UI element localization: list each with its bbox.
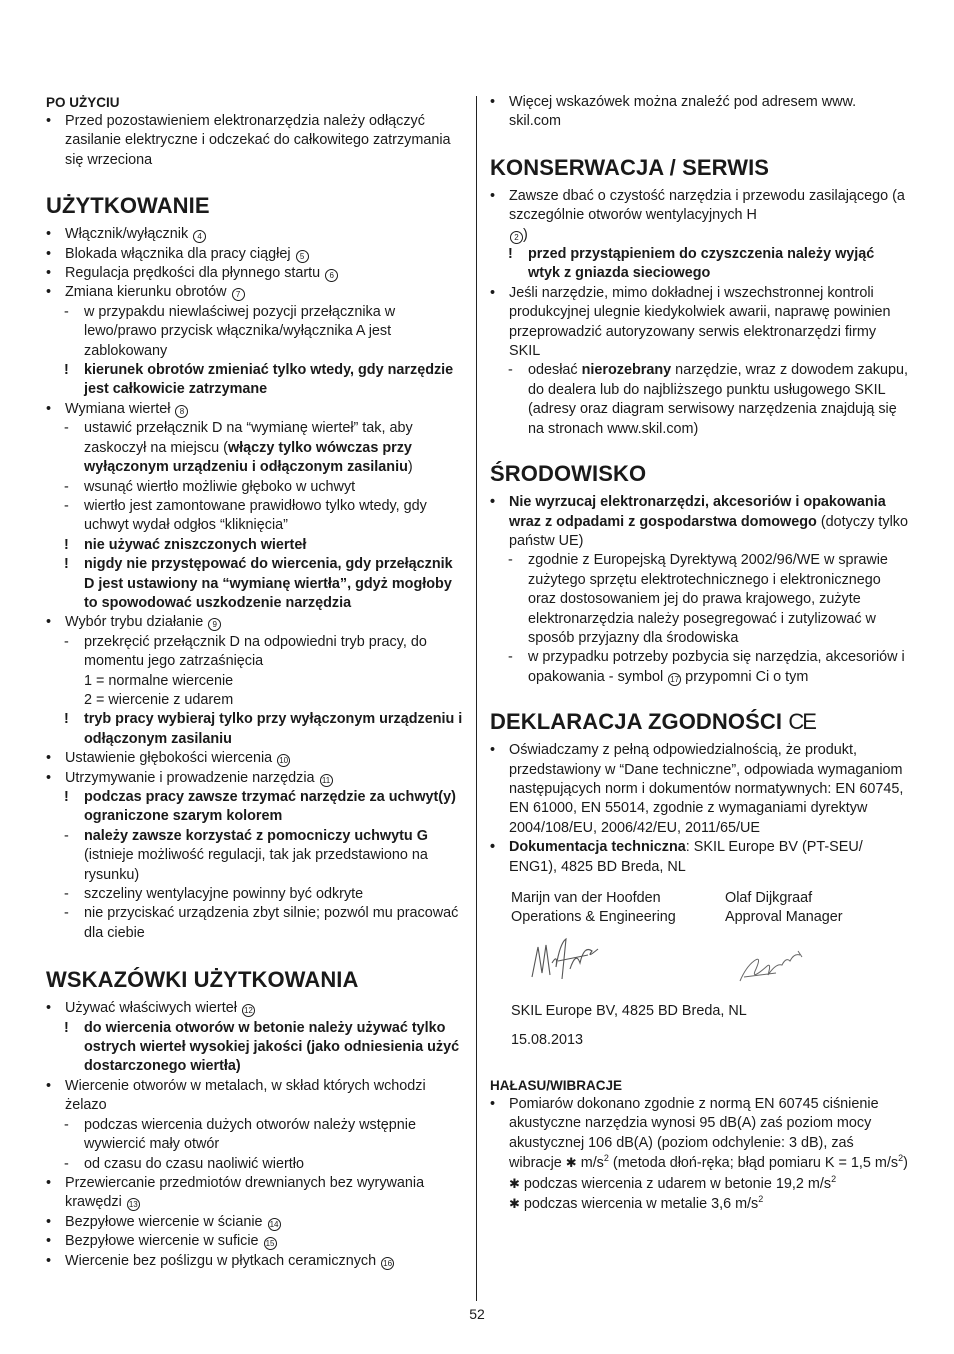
- usage-heading: UŻYTKOWANIE: [46, 193, 210, 219]
- asterisk-icon: ✱: [565, 1155, 577, 1171]
- figure-number: 8: [175, 405, 188, 418]
- warning-item: ! podczas pracy zawsze trzymać narzędzie za uchwyt(y) ograniczone szarym kolorem: [64, 789, 456, 825]
- figure-number: 6: [325, 269, 338, 282]
- sub-item: - zgodnie z Europejską Dyrektywą 2002/96/WE w sprawie zużytego sprzętu elektrotechnicznego i elektronicznego oraz dostosowaniem jej do prawa krajowego, zużyte elektronarzędzia należy posegregować i zutylizować w sposób przyjazny dla środowiska: [508, 552, 888, 646]
- figure-number: 16: [381, 1257, 394, 1270]
- list-item: • Przewiercanie przedmiotów drewnianych bez wyrywania krawędzi 13: [46, 1174, 425, 1211]
- list-item: • Ustawienie głębokości wiercenia 10: [46, 749, 464, 768]
- list-item: • Zawsze dbać o czystość narzędzia i przewodu zasilającego (a szczególnie otworów wentylacyjnych H 2 ): [490, 187, 905, 243]
- list-item: • Więcej wskazówek można znaleźć pod adresem www. skil.com: [490, 94, 857, 130]
- service-heading: KONSERWACJA / SERWIS: [490, 154, 770, 180]
- list-item: • Regulacja prędkości dla płynnego startu 6: [46, 264, 464, 283]
- sub-item: - odesłać nierozebrany narzędzie, wraz z dowodem zakupu, do dealera lub do najbliższego punktu usługowego SKIL (adresy oraz diagram serwisowy narzędzenia znajdują się na stronach www.skil.com): [508, 362, 908, 437]
- signature-date: 15.08.2013: [511, 1032, 584, 1048]
- list-item: • Blokada włącznika dla pracy ciągłej 5: [46, 245, 464, 264]
- figure-number: 9: [208, 618, 221, 631]
- left-column: [46, 93, 464, 1271]
- figure-number: 17: [668, 673, 681, 686]
- list-item: • Wybór trybu działanie 9: [46, 613, 464, 632]
- list-item: • Pomiarów dokonano zgodnie z normą EN 60745 ciśnienie akustyczne narzędzia wynosi 95 dB(A) zaś poziom mocy akustycznej 106 dB(A) (poziom odchylenie: 3 dB), zaś wibracje ✱ $m/s^2$ (metoda dłoń-ręka; błąd pomiaru K = 1,5 $m/s^2$) ✱ podczas wiercenia z udarem w betonie 19,2 $m/s^2$ ✱ podczas wiercenia w metalie 3,6 $m/s^2$: [490, 1096, 908, 1213]
- environment-heading: ŚRODOWISKO: [490, 461, 647, 487]
- declaration-heading: DEKLARACJA ZGODNOŚCI CE: [490, 709, 815, 735]
- list-item: • Używać właściwych wierteł 12: [46, 999, 464, 1018]
- signature-2-icon: [736, 947, 808, 987]
- figure-number: 12: [242, 1004, 255, 1017]
- figure-number: 11: [320, 774, 333, 787]
- figure-number: 4: [193, 230, 206, 243]
- list-item: • Utrzymywanie i prowadzenie narzędzia 11: [46, 769, 464, 788]
- list-item: • Jeśli narzędzie, mimo dokładnej i wszechstronnej kontroli produkcyjnej ulegnie kiedykolwiek awarii, naprawę powinien przeprowadzić autoryzowany serwis elektronarzędzi firmy SKIL: [490, 284, 891, 360]
- sub-item: - należy zawsze korzystać z pomocniczy uchwytu G (istnieje możliwość regulacji, tak jak przedstawiono na rysunku): [64, 827, 428, 883]
- list-item: • Wiercenie otworów w metalach, w skład których wchodzi żelazo: [46, 1077, 426, 1114]
- sub-item: - przekręcić przełącznik D na odpowiedni tryb pracy, do momentu jego zatrzaśnięcia 1 = normalne wiercenie 2 = wiercenie z udarem: [64, 633, 427, 708]
- list-item: • Włącznik/wyłącznik 4: [46, 225, 464, 244]
- list-item: • Przed pozostawieniem elektronarzędzia należy odłączyć zasilanie elektryczne i odczekać do całkowitego zatrzymania się wrzeciona: [46, 113, 451, 168]
- sub-item: - wsunąć wiertło możliwie głęboko w uchwyt: [64, 478, 356, 495]
- signatory-1: Marijn van der Hoofden Operations & Engineering: [511, 890, 676, 926]
- right-column: [490, 93, 910, 1214]
- sub-item: - nie przyciskać urządzenia zbyt silnie; pozwól mu pracować dla ciebie: [64, 905, 459, 941]
- sub-item: - w przypadku potrzeby pozbycia się narzędzia, akcesoriów i opakowania - symbol 17 przypomni Ci o tym: [508, 649, 905, 685]
- signatory-2: Olaf Dijkgraaf Approval Manager: [725, 890, 843, 926]
- warning-item: ! kierunek obrotów zmieniać tylko wtedy, gdy narzędzie jest całkowicie zatrzymane: [64, 362, 454, 398]
- asterisk-icon: ✱: [509, 1175, 520, 1191]
- signature-block: [490, 889, 910, 1067]
- figure-number: 15: [264, 1237, 277, 1250]
- warning-item: ! do wiercenia otworów w betonie należy używać tylko ostrych wierteł wysokiej jakości (jako odniesienia użyć dostarczonego wiertła): [64, 1019, 460, 1075]
- list-item: • Wiercenie bez poślizgu w płytkach ceramicznych 16: [46, 1252, 464, 1271]
- sub-item: - szczeliny wentylacyjne powinny być odkryte: [64, 886, 364, 903]
- list-item: • Wymiana wierteł 8: [46, 400, 464, 419]
- tips-heading: WSKAZÓWKI UŻYTKOWANIA: [46, 967, 359, 993]
- figure-number: 10: [277, 754, 290, 767]
- signature-company: SKIL Europe BV, 4825 BD Breda, NL: [511, 1003, 747, 1019]
- after-use-title: PO UŻYCIU: [46, 95, 120, 110]
- warning-item: ! tryb pracy wybieraj tylko przy wyłączonym urządzeniu i odłączonym zasilaniu: [64, 711, 463, 747]
- figure-number: 5: [296, 250, 309, 263]
- figure-number: 2: [510, 231, 523, 244]
- warning-item: ! nigdy nie przystępować do wiercenia, gdy przełącznik D jest ustawiony na “wymianę wiertła”, gdyż mogłoby to spowodować uszkodzenie narzędzia: [64, 556, 453, 611]
- sub-item: - podczas wiercenia dużych otworów należy wstępnie wywiercić mały otwór: [64, 1116, 416, 1153]
- warning-item: ! nie używać zniszczonych wierteł: [64, 536, 307, 553]
- figure-number: 7: [232, 288, 245, 301]
- figure-number: 14: [268, 1218, 281, 1231]
- ce-mark-icon: CE: [788, 709, 815, 735]
- list-item: • Zmiana kierunku obrotów 7: [46, 283, 464, 302]
- sub-item: - w przypakdu niewlaściwej pozycji przełącznika w lewo/prawo przycisk włącznika/wyłącznika A jest zablokowany: [64, 303, 396, 359]
- figure-number: 13: [127, 1198, 140, 1211]
- list-item: • Bezpyłowe wiercenie w suficie 15: [46, 1232, 464, 1251]
- asterisk-icon: ✱: [509, 1196, 520, 1212]
- sub-item: - od czasu do czasu naoliwić wiertło: [64, 1155, 304, 1172]
- sub-item: - wiertło jest zamontowane prawidłowo tylko wtedy, gdy uchwyt wydał odgłos “kliknięcia”: [64, 497, 427, 534]
- list-item: • Bezpyłowe wiercenie w ścianie 14: [46, 1213, 464, 1232]
- list-item: • Nie wyrzucaj elektronarzędzi, akcesoriów i opakowania wraz z odpadami z gospodarstwa domowego (dotyczy tylko państw UE): [490, 494, 909, 549]
- signature-1-icon: [528, 933, 600, 985]
- list-item: • Dokumentacja techniczna: SKIL Europe BV (PT-SEU/ ENG1), 4825 BD Breda, NL: [490, 839, 863, 875]
- warning-item: ! przed przystąpieniem do czyszczenia należy wyjąć wtyk z gniazda sieciowego: [508, 246, 875, 282]
- column-divider: [476, 96, 477, 1301]
- sub-item: - ustawić przełącznik D na “wymianę wierteł” tak, aby zaskoczył na miejscu (włączy tylko wówczas przy wyłączonym urządzeniu i odłączonym zasilaniu): [64, 420, 413, 476]
- page-number: 52: [469, 1306, 485, 1322]
- list-item: • Oświadczamy z pełną odpowiedzialnością, że produkt, przedstawiony w “Dane techniczne”, odpowiada wymaganiom następujących norm i dokumentów normatywnych: EN 60745, EN 61000, EN 55014, zgodnie z wymaganiami dyrektyw 2004/108/EU, 2006/42/EU, 2011/65/UE: [490, 742, 904, 836]
- noise-title: HAŁASU/WIBRACJE: [490, 1078, 623, 1093]
